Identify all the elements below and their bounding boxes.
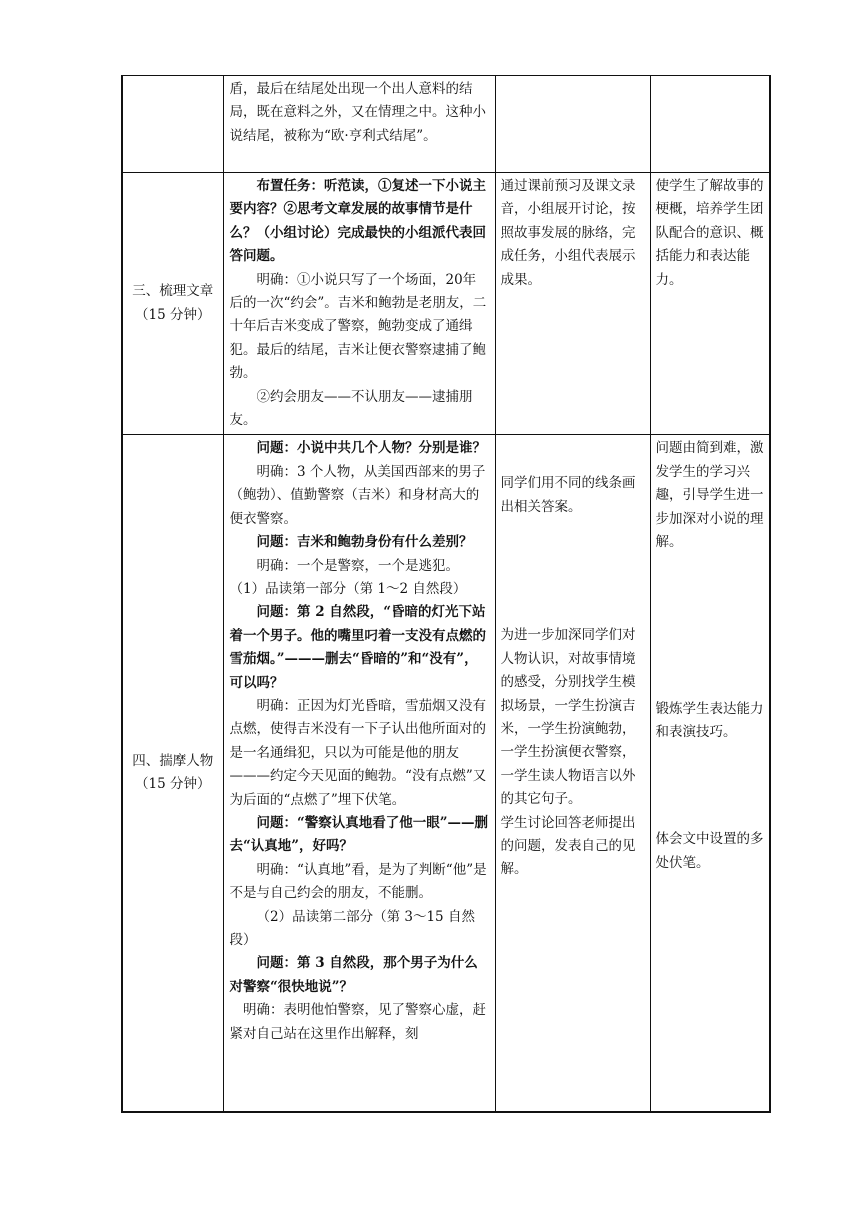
task-instruction: 布置任务：听范读，①复述一下小说主要内容？②思考文章发展的故事情节是什么？（小组讨论）完成最快的小组派代表回答问题。 <box>229 178 486 265</box>
design-intent-text: 体会文中设置的多处伏笔。 <box>655 831 764 871</box>
answer-paragraph: 明确：3 个人物，从美国西部来的男子（鲍勃）、值勤警察（吉米）和身材高大的便衣警察。 <box>229 463 486 527</box>
student-activity-text: 同学们用不同的线条画出相关答案。 <box>500 475 636 515</box>
answer-paragraph: 明确：表明他怕警察，见了警察心虚，赶紧对自己站在这里作出解释，刻 <box>229 1002 486 1042</box>
teacher-activity-cell <box>223 435 495 1112</box>
design-intent-text: 问题由简到难，激发学生的学习兴趣，引导学生进一步加深对小说的理解。 <box>655 440 764 551</box>
design-intent-cell <box>650 435 770 1112</box>
answer-paragraph: 明确：一个是警察，一个是逃犯。 <box>256 557 459 574</box>
design-intent-cell <box>650 173 770 435</box>
teacher-activity-cell <box>223 173 495 435</box>
student-activity-text: 通过课前预习及课文录音，小组展开讨论，按照故事发展的脉络，完成任务，小组代表展示成果。 <box>500 178 636 288</box>
table-row <box>122 173 770 435</box>
question-paragraph: 问题：小说中共几个人物？分别是谁？ <box>256 440 486 457</box>
question-paragraph: 问题：第 2 自然段，“昏暗的灯光下站着一个男子。他的嘴里叼着一支没有点燃的雪茄烟。”———删去“昏暗的”和“没有”，可以吗？ <box>229 604 486 691</box>
student-activity-text: 为进一步加深同学们对人物认识，对故事情境的感受，分别找学生模拟场景，一学生扮演吉米，一学生扮演鲍勃，一学生扮演便衣警察，一学生读人物语言以外的其它句子。 <box>500 627 636 808</box>
lesson-plan-table <box>121 75 771 1113</box>
student-activity-cell <box>495 435 650 1112</box>
stage-cell: 四、揣摩人物（15 分钟） <box>122 435 223 1112</box>
design-intent-text: 锻炼学生表达能力和表演技巧。 <box>655 700 764 740</box>
question-paragraph: 问题：吉米和鲍勃身份有什么差别？ <box>256 534 473 551</box>
answer-paragraph: 明确：“认真地”看，是为了判断“他”是不是与自己约会的朋友，不能删。 <box>229 861 487 902</box>
section-heading: （1）品读第一部分（第 1～2 自然段） <box>229 580 467 597</box>
table-row <box>122 435 770 1112</box>
table-row <box>122 76 770 173</box>
design-intent-text: 使学生了解故事的梗概，培养学生团队配合的意识、概括能力和表达能力。 <box>655 178 764 288</box>
teacher-activity-cell <box>223 76 495 173</box>
answer-paragraph: ②约会朋友——不认朋友——逮捕朋友。 <box>229 388 473 429</box>
answer-paragraph: 明确：正因为灯光昏暗，雪茄烟又没有点燃，使得吉米没有一下子认出他所面对的是一名通缉犯，只以为可能是他的朋友———约定今天见面的鲍勃。“没有点燃”又为后面的“点燃了”埋下伏笔。 <box>229 697 487 808</box>
teacher-paragraph: 盾，最后在结尾处出现一个出人意料的结局，既在意料之外，又在情理之中。这种小说结尾，被称为“欧·亨利式结尾”。 <box>229 81 486 144</box>
answer-paragraph: 明确：①小说只写了一个场面，20年后的一次“约会”。吉米和鲍勃是老朋友，二十年后吉米变成了警察，鲍勃变成了通缉犯。最后的结尾，吉米让便衣警察逮捕了鲍勃。 <box>229 271 487 382</box>
student-activity-text: 学生讨论回答老师提出的问题，发表自己的见解。 <box>500 814 636 878</box>
question-paragraph: 问题：“警察认真地看了他一眼”——删去“认真地”，好吗？ <box>229 814 489 855</box>
stage-cell <box>122 76 223 173</box>
question-paragraph: 问题：第 3 自然段，那个男子为什么对警察“很快地说”？ <box>229 955 478 995</box>
student-activity-cell <box>495 173 650 435</box>
section-heading: （2）品读第二部分（第 3～15 自然段） <box>229 908 475 948</box>
stage-cell: 三、梳理文章（15 分钟） <box>122 173 223 435</box>
student-activity-cell <box>495 76 650 173</box>
design-intent-cell <box>650 76 770 173</box>
